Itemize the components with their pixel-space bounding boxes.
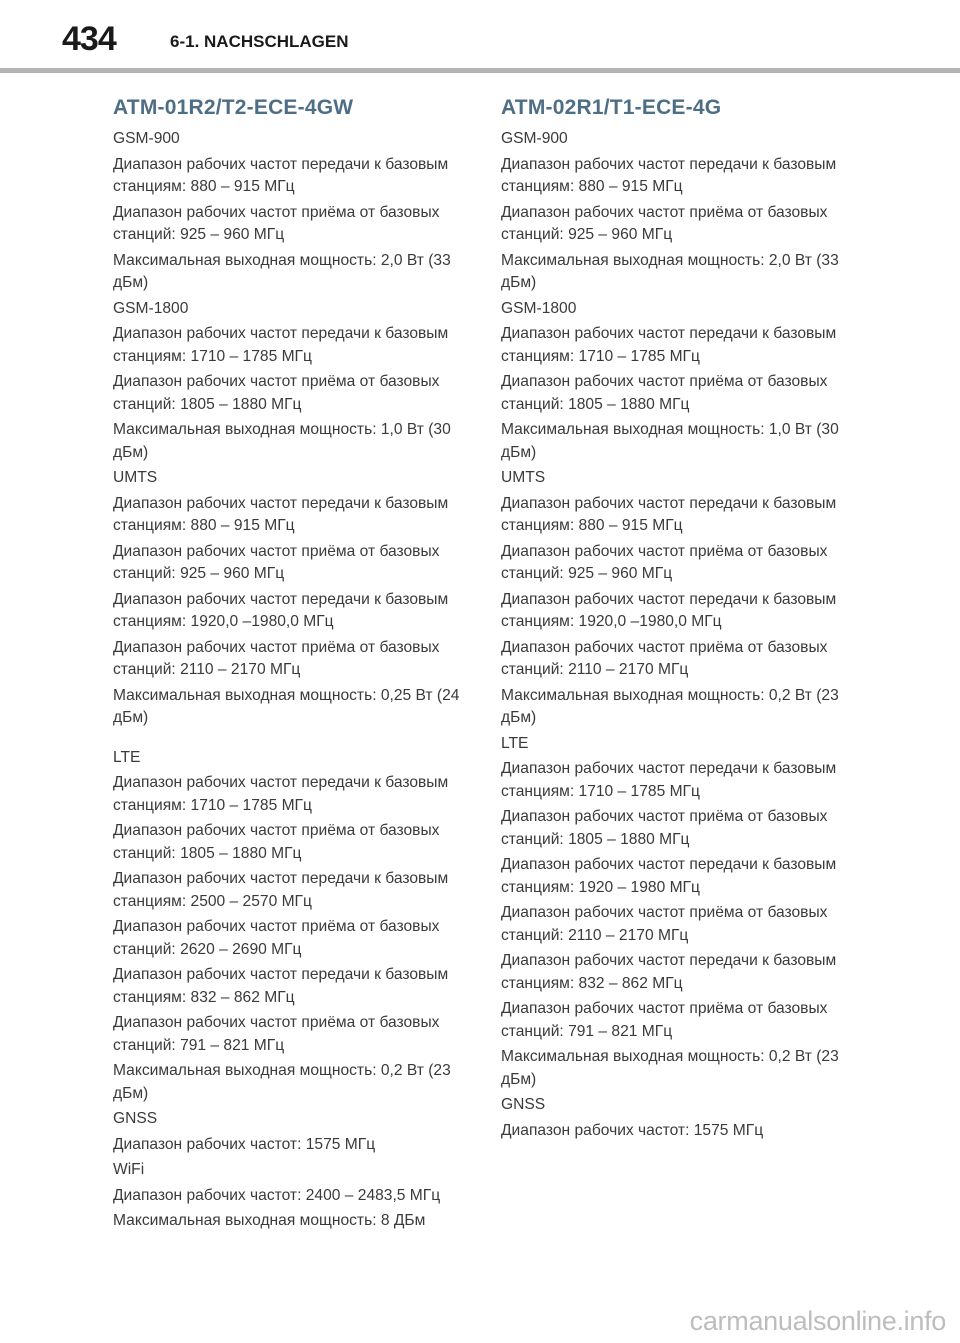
spec-line: Максимальная выходная мощность: 0,2 Вт (23 дБм) <box>501 1048 839 1088</box>
spec-line: Максимальная выходная мощность: 2,0 Вт (33 дБм) <box>501 251 839 291</box>
model-title-right: ATM-02R1/T1-ECE-4G <box>501 96 722 119</box>
spec-line: Диапазон рабочих частот приёма от базовых станций: 925 – 960 МГц <box>501 542 828 582</box>
section-title: 6-1. NACHSCHLAGEN <box>170 32 349 51</box>
band-heading: UMTS <box>113 469 158 486</box>
spec-line: Максимальная выходная мощность: 0,2 Вт (23 дБм) <box>113 1062 451 1102</box>
spec-line: Диапазон рабочих частот передачи к базовым станциям: 1920,0 –1980,0 МГц <box>113 590 449 630</box>
spec-line: Диапазон рабочих частот приёма от базовых станций: 791 – 821 МГц <box>113 1014 440 1054</box>
band-heading: GNSS <box>501 1096 546 1113</box>
right-column <box>501 96 853 1145</box>
spec-line: Диапазон рабочих частот передачи к базовым станциям: 832 – 862 МГц <box>113 966 449 1006</box>
band-heading: GSM-900 <box>113 130 180 147</box>
spec-line: Диапазон рабочих частот приёма от базовых станций: 791 – 821 МГц <box>501 1000 828 1040</box>
header-divider <box>0 68 960 73</box>
spec-line: Диапазон рабочих частот передачи к базовым станциям: 1920,0 –1980,0 МГц <box>501 590 837 630</box>
spec-line: Диапазон рабочих частот передачи к базовым станциям: 880 – 915 МГц <box>501 155 837 195</box>
spec-line: Диапазон рабочих частот: 1575 МГц <box>501 1121 764 1139</box>
spec-line: Диапазон рабочих частот приёма от базовых станций: 1805 – 1880 МГц <box>113 822 440 862</box>
spec-line: Диапазон рабочих частот передачи к базовым станциям: 2500 – 2570 МГц <box>113 870 449 910</box>
spec-line: Диапазон рабочих частот приёма от базовых станций: 2620 – 2690 МГц <box>113 918 440 958</box>
spec-line: Диапазон рабочих частот приёма от базовых станций: 1805 – 1880 МГц <box>113 373 440 413</box>
spec-line: Диапазон рабочих частот приёма от базовых станций: 2110 – 2170 МГц <box>113 638 440 678</box>
spec-line: Максимальная выходная мощность: 8 ДБм <box>113 1212 426 1229</box>
spec-line: Диапазон рабочих частот приёма от базовых станций: 1805 – 1880 МГц <box>501 808 828 848</box>
watermark[interactable]: carmanualsonline.info <box>689 1306 946 1336</box>
spec-line: Диапазон рабочих частот приёма от базовых станций: 1805 – 1880 МГц <box>501 373 828 413</box>
spec-line: Диапазон рабочих частот передачи к базовым станциям: 1710 – 1785 МГц <box>113 774 449 814</box>
spec-line: Максимальная выходная мощность: 1,0 Вт (30 дБм) <box>113 421 451 461</box>
spec-line: Диапазон рабочих частот приёма от базовых станций: 2110 – 2170 МГц <box>501 638 828 678</box>
spec-line: Диапазон рабочих частот передачи к базовым станциям: 1710 – 1785 МГц <box>501 325 837 365</box>
spec-line: Диапазон рабочих частот передачи к базовым станциям: 880 – 915 МГц <box>113 155 449 195</box>
spec-line: Диапазон рабочих частот приёма от базовых станций: 925 – 960 МГц <box>113 203 440 243</box>
spec-line: Диапазон рабочих частот приёма от базовых станций: 2110 – 2170 МГц <box>501 904 828 944</box>
band-heading: GSM-900 <box>501 130 568 147</box>
band-heading: GSM-1800 <box>501 299 577 317</box>
band-heading: LTE <box>501 734 529 752</box>
spec-line: Максимальная выходная мощность: 0,2 Вт (23 дБм) <box>501 686 839 726</box>
page-header <box>0 0 960 78</box>
spec-line: Максимальная выходная мощность: 2,0 Вт (33 дБм) <box>113 251 451 291</box>
spec-line: Диапазон рабочих частот приёма от базовых станций: 925 – 960 МГц <box>501 203 828 243</box>
spec-line: Диапазон рабочих частот передачи к базовым станциям: 1920 – 1980 МГц <box>501 856 837 896</box>
band-heading: GNSS <box>113 1110 158 1127</box>
band-heading: UMTS <box>501 469 546 486</box>
spec-line: Диапазон рабочих частот: 1575 МГц <box>113 1135 376 1153</box>
spec-line: Максимальная выходная мощность: 0,25 Вт (24 дБм) <box>113 686 460 726</box>
band-heading: LTE <box>113 748 141 766</box>
spec-line: Диапазон рабочих частот передачи к базовым станциям: 1710 – 1785 МГц <box>113 325 449 365</box>
spec-line: Диапазон рабочих частот передачи к базовым станциям: 880 – 915 МГц <box>113 494 449 534</box>
spec-line: Диапазон рабочих частот передачи к базовым станциям: 880 – 915 МГц <box>501 494 837 534</box>
band-heading: GSM-1800 <box>113 299 189 317</box>
model-title-left: ATM-01R2/T2-ECE-4GW <box>113 96 354 119</box>
spec-line: Диапазон рабочих частот: 2400 – 2483,5 МГц <box>113 1186 441 1204</box>
left-column <box>113 96 465 1236</box>
spec-line: Диапазон рабочих частот передачи к базовым станциям: 1710 – 1785 МГц <box>501 760 837 800</box>
spec-line: Диапазон рабочих частот приёма от базовых станций: 925 – 960 МГц <box>113 542 440 582</box>
band-heading: WiFi <box>113 1161 145 1178</box>
spec-line: Диапазон рабочих частот передачи к базовым станциям: 832 – 862 МГц <box>501 952 837 992</box>
page-number: 434 <box>62 20 116 58</box>
spec-line: Максимальная выходная мощность: 1,0 Вт (30 дБм) <box>501 421 839 461</box>
